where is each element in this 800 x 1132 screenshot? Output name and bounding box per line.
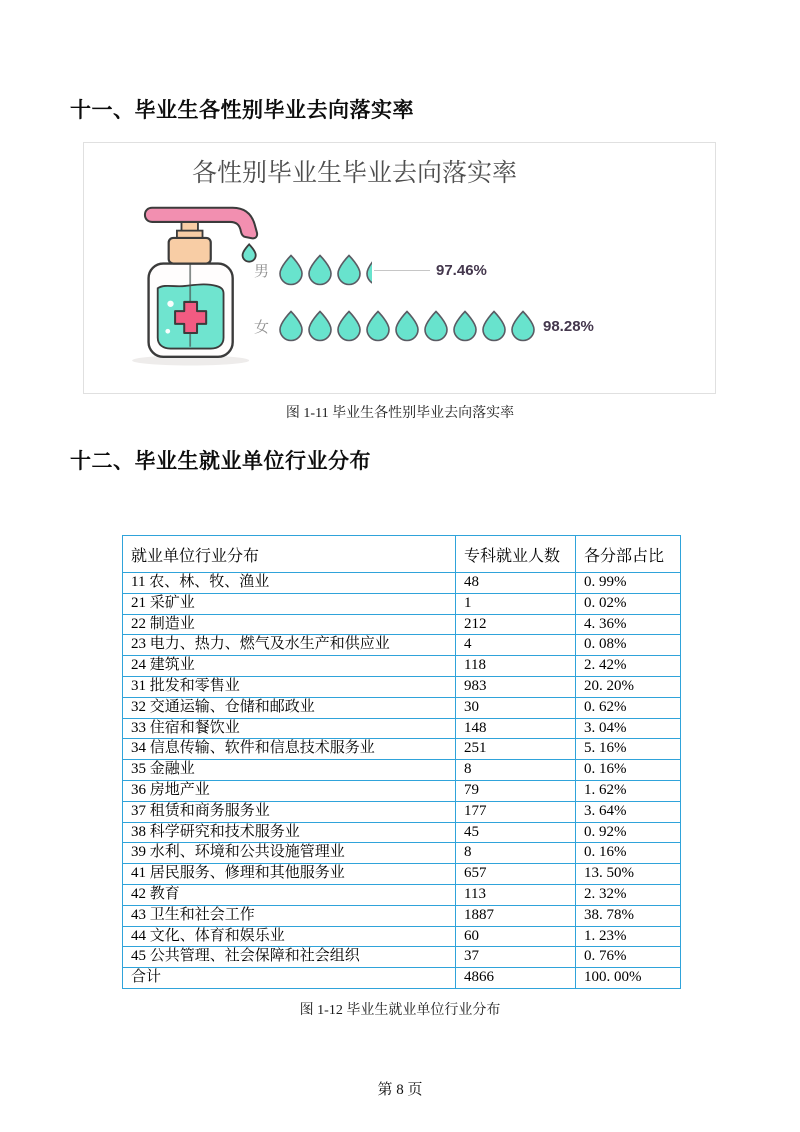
water-drop-icon bbox=[364, 310, 392, 342]
table-header-row bbox=[123, 536, 681, 573]
gender-row-男 bbox=[254, 253, 487, 287]
count-cell: 118 bbox=[456, 656, 576, 677]
count-cell: 48 bbox=[456, 573, 576, 594]
table-row bbox=[123, 822, 681, 843]
industry-cell: 44 文化、体育和娱乐业 bbox=[123, 926, 456, 947]
count-cell: 30 bbox=[456, 697, 576, 718]
table-row bbox=[123, 697, 681, 718]
water-drop-icon bbox=[393, 310, 421, 342]
percent-cell: 2. 32% bbox=[576, 884, 681, 905]
count-cell: 37 bbox=[456, 947, 576, 968]
water-drop-icon bbox=[306, 254, 334, 286]
soap-dispenser-icon bbox=[112, 193, 272, 367]
percent-cell: 0. 99% bbox=[576, 573, 681, 594]
table-header-count: 专科就业人数 bbox=[456, 536, 576, 573]
table-row bbox=[123, 947, 681, 968]
table-header-industry: 就业单位行业分布 bbox=[123, 536, 456, 573]
gender-label: 女 bbox=[254, 318, 270, 336]
table-header-percent: 各分部占比 bbox=[576, 536, 681, 573]
percent-cell: 38. 78% bbox=[576, 905, 681, 926]
table-row bbox=[123, 614, 681, 635]
water-drop-icon bbox=[277, 254, 305, 286]
industry-distribution-table bbox=[122, 535, 681, 989]
table-row bbox=[123, 864, 681, 885]
industry-cell: 合计 bbox=[123, 968, 456, 989]
table-row bbox=[123, 843, 681, 864]
count-cell: 1 bbox=[456, 593, 576, 614]
count-cell: 212 bbox=[456, 614, 576, 635]
partial-water-drop-icon bbox=[364, 254, 372, 286]
figure-1-11-caption: 图 1-11 毕业生各性别毕业去向落实率 bbox=[285, 406, 515, 421]
table-row bbox=[123, 676, 681, 697]
water-drop-icon bbox=[451, 310, 479, 342]
percent-cell: 0. 76% bbox=[576, 947, 681, 968]
gender-figure-card bbox=[83, 142, 716, 394]
industry-cell: 43 卫生和社会工作 bbox=[123, 905, 456, 926]
soap-dispenser-illustration bbox=[112, 193, 272, 372]
table-row bbox=[123, 573, 681, 594]
industry-cell: 31 批发和零售业 bbox=[123, 676, 456, 697]
percent-cell: 100. 00% bbox=[576, 968, 681, 989]
percent-value: 97.46% bbox=[436, 261, 487, 279]
table-row bbox=[123, 780, 681, 801]
water-drop-icon bbox=[480, 310, 508, 342]
percent-cell: 0. 02% bbox=[576, 593, 681, 614]
drop-icons bbox=[277, 310, 537, 342]
percent-cell: 1. 23% bbox=[576, 926, 681, 947]
table-row bbox=[123, 739, 681, 760]
table-row bbox=[123, 926, 681, 947]
industry-cell: 45 公共管理、社会保障和社会组织 bbox=[123, 947, 456, 968]
figure-1-12-caption: 图 1-12 毕业生就业单位行业分布 bbox=[299, 1003, 501, 1018]
count-cell: 8 bbox=[456, 760, 576, 781]
industry-cell: 21 采矿业 bbox=[123, 593, 456, 614]
industry-cell: 11 农、林、牧、渔业 bbox=[123, 573, 456, 594]
percent-cell: 0. 16% bbox=[576, 843, 681, 864]
page-number: 第 8 页 bbox=[377, 1082, 423, 1098]
industry-cell: 34 信息传输、软件和信息技术服务业 bbox=[123, 739, 456, 760]
industry-cell: 36 房地产业 bbox=[123, 780, 456, 801]
table-row bbox=[123, 968, 681, 989]
section-12-heading: 十二、毕业生就业单位行业分布 bbox=[70, 450, 371, 473]
percent-cell: 3. 64% bbox=[576, 801, 681, 822]
percent-cell: 20. 20% bbox=[576, 676, 681, 697]
water-drop-icon bbox=[335, 310, 363, 342]
count-cell: 113 bbox=[456, 884, 576, 905]
percent-cell: 5. 16% bbox=[576, 739, 681, 760]
count-cell: 983 bbox=[456, 676, 576, 697]
percent-cell: 3. 04% bbox=[576, 718, 681, 739]
percent-cell: 2. 42% bbox=[576, 656, 681, 677]
percent-cell: 0. 16% bbox=[576, 760, 681, 781]
gender-label: 男 bbox=[254, 262, 270, 280]
industry-cell: 24 建筑业 bbox=[123, 656, 456, 677]
count-cell: 8 bbox=[456, 843, 576, 864]
industry-cell: 33 住宿和餐饮业 bbox=[123, 718, 456, 739]
percent-value: 98.28% bbox=[543, 317, 594, 335]
water-drop-icon bbox=[335, 254, 363, 286]
count-cell: 1887 bbox=[456, 905, 576, 926]
industry-cell: 35 金融业 bbox=[123, 760, 456, 781]
industry-cell: 32 交通运输、仓储和邮政业 bbox=[123, 697, 456, 718]
table-row bbox=[123, 760, 681, 781]
drop-icons bbox=[277, 254, 372, 286]
percent-cell: 1. 62% bbox=[576, 780, 681, 801]
industry-cell: 41 居民服务、修理和其他服务业 bbox=[123, 864, 456, 885]
water-drop-icon bbox=[277, 310, 305, 342]
water-drop-icon bbox=[422, 310, 450, 342]
table-row bbox=[123, 656, 681, 677]
percent-cell: 0. 92% bbox=[576, 822, 681, 843]
industry-cell: 38 科学研究和技术服务业 bbox=[123, 822, 456, 843]
figure-title-text: 各性别毕业生毕业去向落实率 bbox=[191, 159, 517, 187]
percent-cell: 4. 36% bbox=[576, 614, 681, 635]
industry-cell: 22 制造业 bbox=[123, 614, 456, 635]
percent-cell: 13. 50% bbox=[576, 864, 681, 885]
count-cell: 79 bbox=[456, 780, 576, 801]
count-cell: 4 bbox=[456, 635, 576, 656]
count-cell: 657 bbox=[456, 864, 576, 885]
count-cell: 148 bbox=[456, 718, 576, 739]
count-cell: 4866 bbox=[456, 968, 576, 989]
table-row bbox=[123, 801, 681, 822]
industry-cell: 23 电力、热力、燃气及水生产和供应业 bbox=[123, 635, 456, 656]
water-drop-icon bbox=[306, 310, 334, 342]
count-cell: 251 bbox=[456, 739, 576, 760]
count-cell: 177 bbox=[456, 801, 576, 822]
count-cell: 45 bbox=[456, 822, 576, 843]
figure-title bbox=[84, 153, 715, 189]
water-drop-icon bbox=[509, 310, 537, 342]
industry-cell: 39 水利、环境和公共设施管理业 bbox=[123, 843, 456, 864]
table-row bbox=[123, 884, 681, 905]
count-cell: 60 bbox=[456, 926, 576, 947]
value-connector-line bbox=[374, 270, 430, 271]
table-row bbox=[123, 718, 681, 739]
industry-cell: 37 租赁和商务服务业 bbox=[123, 801, 456, 822]
table-row bbox=[123, 635, 681, 656]
table-row bbox=[123, 905, 681, 926]
percent-cell: 0. 08% bbox=[576, 635, 681, 656]
percent-cell: 0. 62% bbox=[576, 697, 681, 718]
section-11-heading: 十一、毕业生各性别毕业去向落实率 bbox=[70, 99, 414, 122]
gender-row-女 bbox=[254, 309, 594, 343]
table-row bbox=[123, 593, 681, 614]
industry-cell: 42 教育 bbox=[123, 884, 456, 905]
